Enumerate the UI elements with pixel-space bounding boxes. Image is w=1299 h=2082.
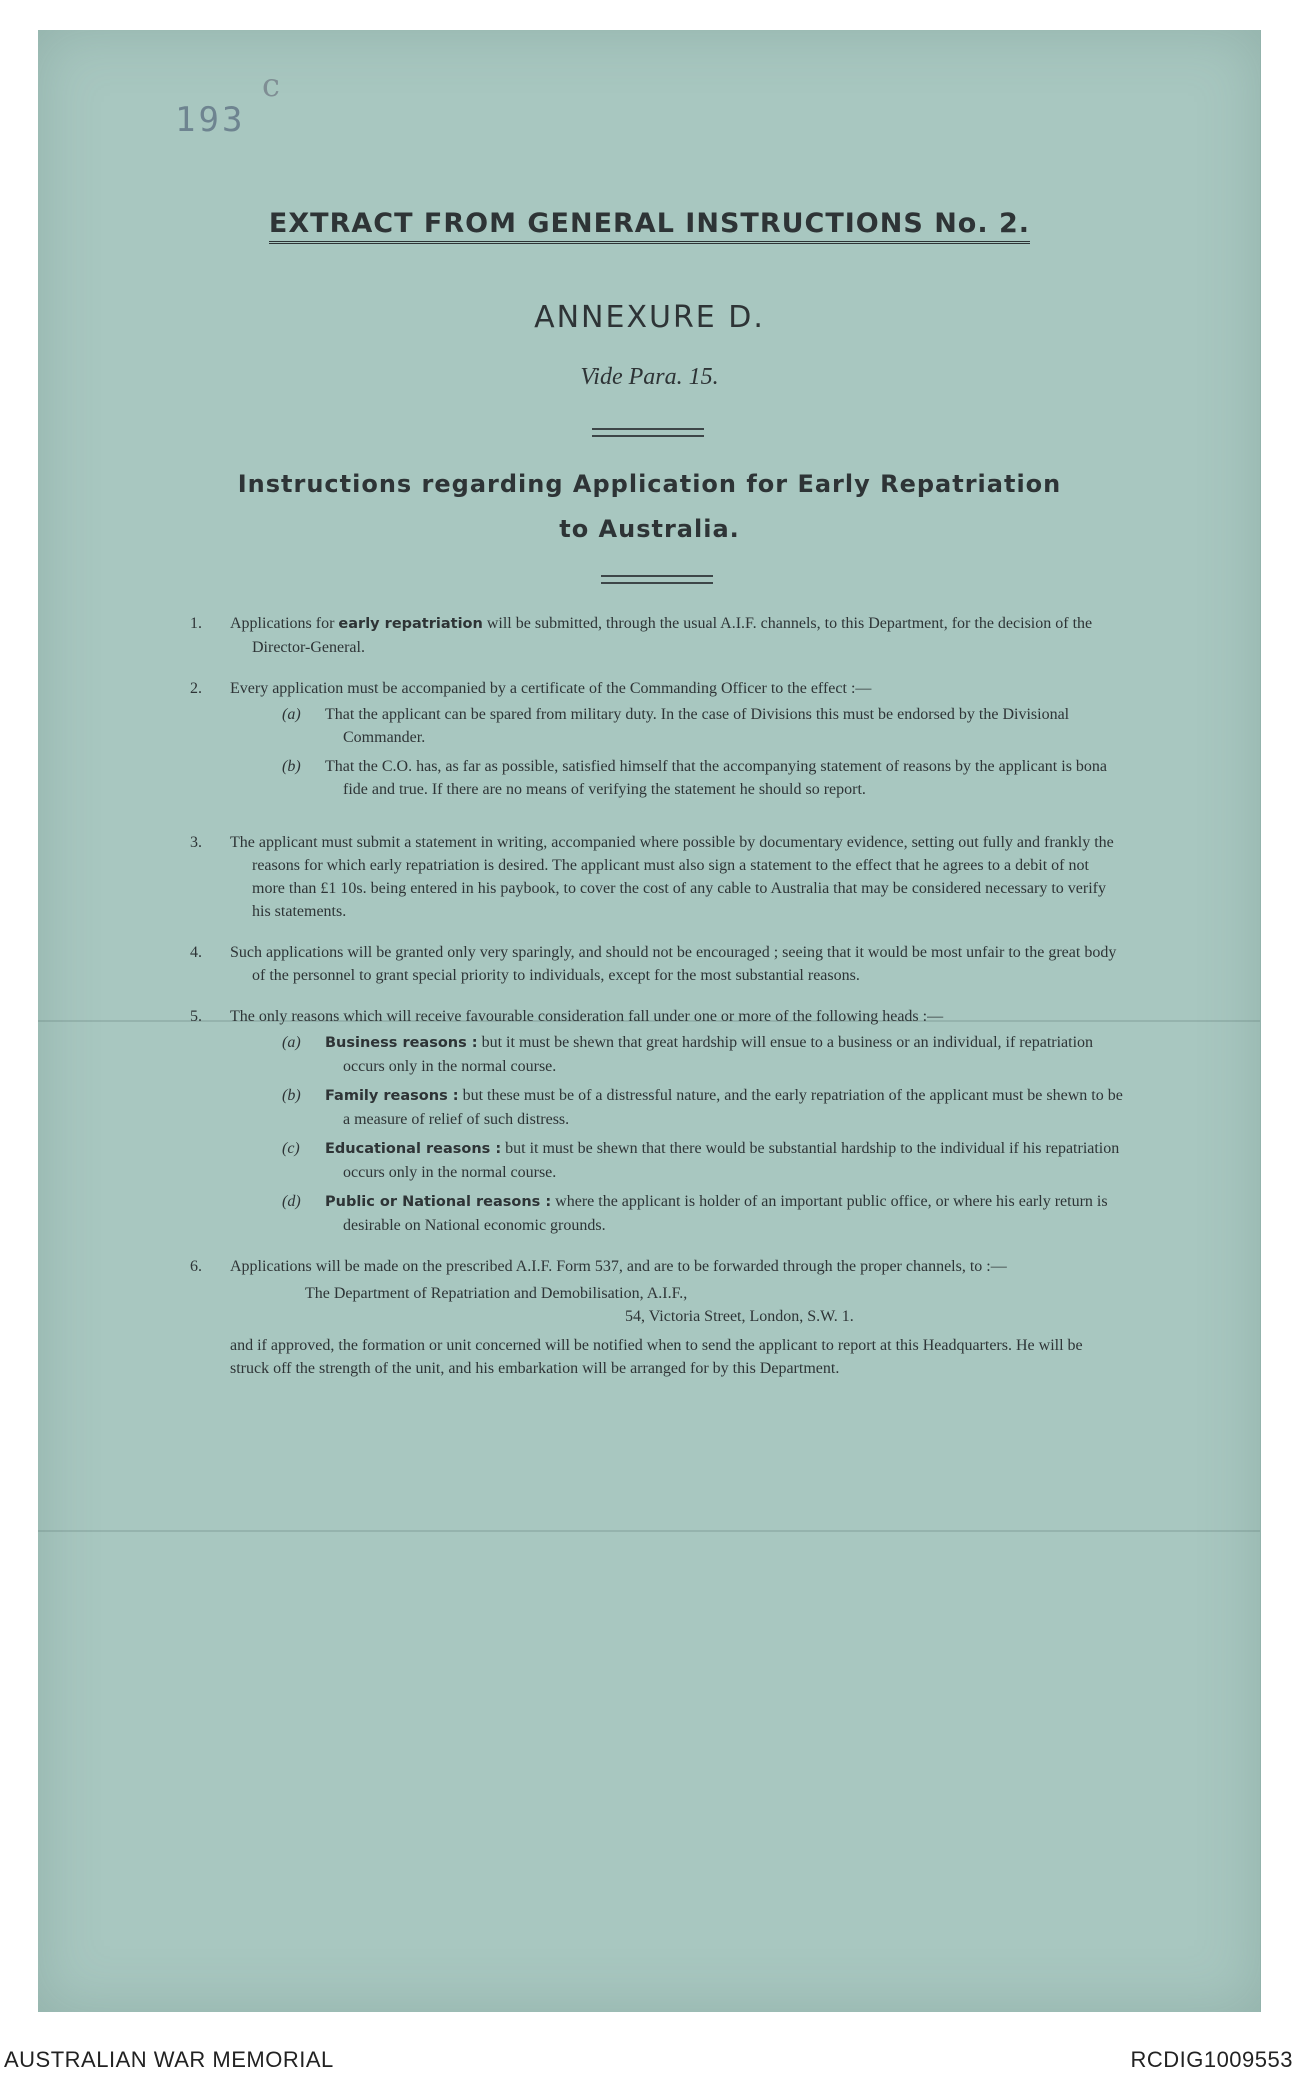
paragraph-2: [190, 677, 1125, 801]
paragraph-text: Applications will be made on the prescribed A.I.F. Form 537, and are to be forwarded through the proper channels, to :—: [230, 1258, 1007, 1275]
heading-line-2: to Australia.: [559, 515, 740, 543]
paragraph-number: 5.: [190, 1008, 202, 1025]
footer-record-id: RCDIG1009553: [1130, 2047, 1293, 2072]
subclause-text: [325, 1031, 1125, 1078]
subclause-b: [230, 755, 1125, 801]
subclause-d: [230, 1190, 1125, 1237]
paragraph-text: Such applications will be granted only very sparingly, and should not be encouraged ; seeing that it would be most unfair to the great body of the personnel to grant special priority to individuals, except for the most substantial reasons.: [230, 944, 1117, 984]
paragraph-number: 4.: [190, 944, 202, 961]
paragraph-4: [190, 941, 1125, 987]
subclause-label: (d): [282, 1193, 301, 1210]
paragraph-text: Every application must be accompanied by a certificate of the Commanding Officer to the effect :—: [230, 680, 872, 697]
double-rule-divider: [601, 575, 713, 584]
subclause-text: [325, 1190, 1125, 1237]
subclause-text: [325, 1084, 1125, 1131]
paragraph-text: The only reasons which will receive favourable consideration fall under one or more of the following heads :—: [230, 1008, 944, 1025]
subclause-c: [230, 1137, 1125, 1184]
subclause-label: (a): [282, 1034, 301, 1051]
paragraph-text: [230, 612, 1125, 659]
subclause-label: (c): [282, 1140, 300, 1157]
instructions-heading: [200, 462, 1099, 552]
paragraph-6: [190, 1255, 1125, 1380]
bold-term: Public or National reasons :: [325, 1194, 552, 1210]
bold-term: early repatriation: [338, 616, 483, 632]
footer-institution: AUSTRALIAN WAR MEMORIAL: [4, 2047, 334, 2072]
subclause-label: (b): [282, 758, 301, 775]
archive-stamp-number: 193: [175, 100, 246, 140]
text-run: but it must be shewn that great hardship will ensue to a business or an individual, if repatriation occurs only in the normal course.: [343, 1034, 1094, 1075]
text-run: Applications for: [230, 615, 339, 632]
paragraph-1: [190, 612, 1125, 659]
vide-reference: Vide Para. 15.: [580, 364, 719, 390]
paragraph-number: 3.: [190, 834, 202, 851]
double-rule-divider: [592, 428, 704, 437]
subclause-text: That the C.O. has, as far as possible, satisfied himself that the accompanying statement of reasons by the applicant is bona fide and true. If there are no means of verifying the statement he should so report.: [325, 758, 1108, 798]
bold-term: Educational reasons :: [325, 1141, 502, 1157]
bold-term: Business reasons :: [325, 1035, 478, 1051]
subclause-b: [230, 1084, 1125, 1131]
document-title-text: EXTRACT FROM GENERAL INSTRUCTIONS No. 2.: [269, 208, 1030, 244]
subclause-text: That the applicant can be spared from military duty. In the case of Divisions this must be endorsed by the Divisional Commander.: [325, 706, 1070, 746]
subclause-label: (a): [282, 706, 301, 723]
subclause-a: [230, 703, 1125, 749]
subclause-a: [230, 1031, 1125, 1078]
closing-text: and if approved, the formation or unit concerned will be notified when to send the applicant to report at this Headquarters. He will be struck off the strength of the unit, and his embarkation will be arranged for by this Department.: [230, 1337, 1083, 1377]
paragraph-number: 6.: [190, 1258, 202, 1275]
address-line-2: 54, Victoria Street, London, S.W. 1.: [625, 1308, 854, 1325]
subclause-text: [325, 1137, 1125, 1184]
text-run: but it must be shewn that there would be substantial hardship to the individual if his repatriation occurs only in the normal course.: [343, 1140, 1120, 1181]
paragraph-number: 1.: [190, 615, 202, 632]
subclause-label: (b): [282, 1087, 301, 1104]
text-run: will be submitted, through the usual A.I.F. channels, to this Department, for the decision of the Director-General.: [252, 615, 1093, 656]
paragraph-text: The applicant must submit a statement in writing, accompanied where possible by documentary evidence, setting out fully and frankly the reasons for which early repatriation is desired. The applicant must also sign a statement to the effect that he agrees to a debit of not more than £1 10s. being entered in his paybook, to cover the cost of any cable to Australia that may be considered necessary to verify his statements.: [230, 834, 1114, 920]
annexure-label: ANNEXURE D.: [534, 300, 765, 335]
paper-fold-line: [38, 1530, 1260, 1532]
document-title: [0, 208, 1299, 239]
instructions-body: [190, 612, 1125, 1398]
text-run: but these must be of a distressful nature, and the early repatriation of the applicant must be shewn to be a measure of relief of such distress.: [343, 1087, 1123, 1128]
paragraph-5: [190, 1005, 1125, 1237]
pencil-mark: c: [262, 66, 280, 104]
heading-line-1: Instructions regarding Application for Early Repatriation: [237, 470, 1062, 498]
address-line-1: The Department of Repatriation and Demobilisation, A.I.F.,: [305, 1285, 688, 1302]
bold-term: Family reasons :: [325, 1088, 459, 1104]
paragraph-3: [190, 831, 1125, 923]
text-run: where the applicant is holder of an important public office, or where his early return is desirable on National economic grounds.: [343, 1193, 1108, 1234]
paragraph-number: 2.: [190, 680, 202, 697]
